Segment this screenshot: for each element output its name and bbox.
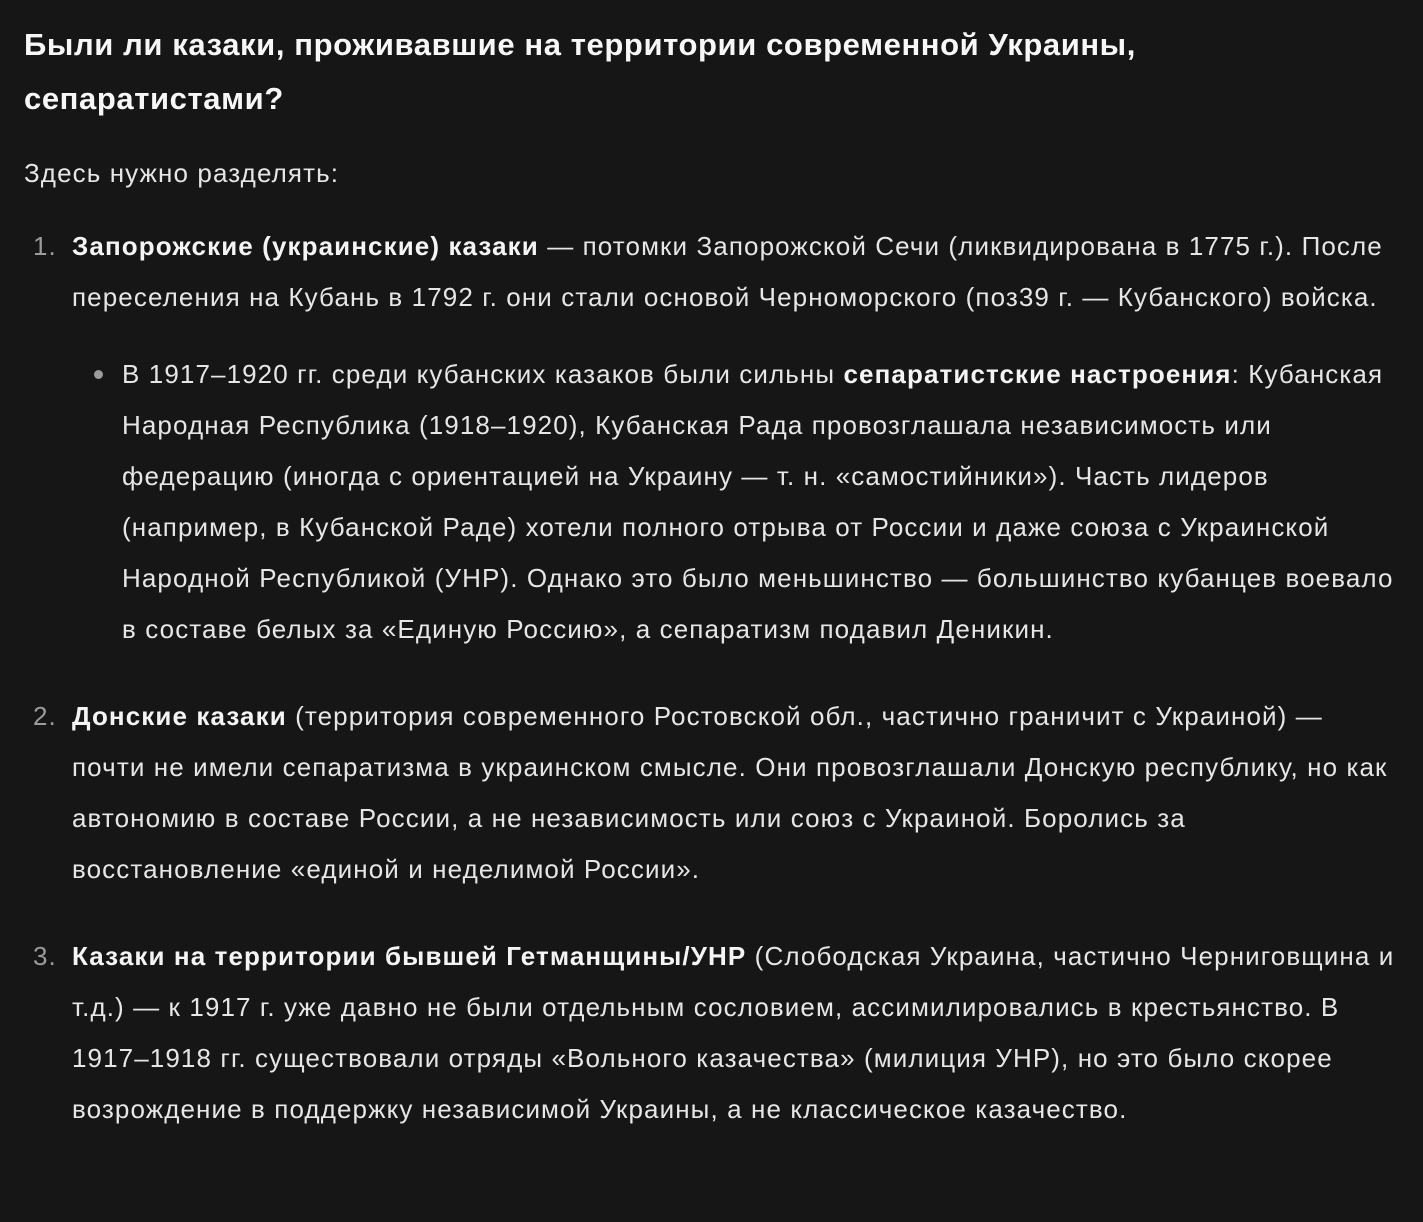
answer-ordered-list [24, 221, 1395, 1135]
list-item-number: 2. [33, 701, 57, 731]
sub-item-text-pre: В 1917–1920 гг. среди кубанских казаков были сильны [122, 359, 844, 389]
list-item-zaporozhian [24, 221, 1395, 655]
sub-item-text-post: : Кубанская Народная Республика (1918–1920), Кубанская Рада провозглашала независимость или федерацию (иногда с ориентацией на Украину — т. н. «самостийники»). Часть лидеров (например, в Кубанской Раде) хотели полного отрыва от России и даже союза с Украинской Народной Республикой (УНР). Однако это было меньшинство — большинство кубанцев воевало в составе белых за «Единую Россию», а сепаратизм подавил Деникин. [122, 359, 1394, 644]
list-item-lead-bold: Казаки на территории бывшей Гетманщины/УНР [72, 941, 747, 971]
list-item-lead-rest: (Слободская Украина, частично Черниговщина и т.д.) — к 1917 г. уже давно не были отдельным сословием, ассимилировались в крестьянство. В 1917–1918 гг. существовали отряды «Вольного казачества» (милиция УНР), но это было скорее возрождение в поддержку независимой Украины, а не классическое казачество. [72, 941, 1395, 1124]
sub-item-text [122, 349, 1395, 655]
intro-paragraph: Здесь нужно разделять: [24, 158, 340, 188]
list-item-text [72, 931, 1395, 1135]
list-item-number: 1. [33, 231, 57, 261]
question-heading: Были ли казаки, проживавшие на территории современной Украины, сепаратистами? [24, 27, 1136, 116]
list-item-lead-bold: Запорожские (украинские) казаки [72, 231, 539, 261]
list-item-hetmanate [24, 931, 1395, 1135]
sub-list-item [92, 349, 1395, 655]
list-item-text [72, 691, 1395, 895]
list-item-lead-bold: Донские казаки [72, 701, 287, 731]
list-item-lead-rest: — потомки Запорожской Сечи (ликвидирована в 1775 г.). После переселения на Кубань в 1792 г. они стали основой Черноморского (поз39 г. — Кубанского) войска. [72, 231, 1383, 312]
list-item-lead-rest: (территория современного Ростовской обл., частично граничит с Украиной) — почти не имели сепаратизма в украинском смысле. Они провозглашали Донскую республику, но как автономию в составе России, а не независимость или союз с Украиной. Боролись за восстановление «единой и неделимой России». [72, 701, 1388, 884]
list-item-don [24, 691, 1395, 895]
bullet-dot-icon [92, 349, 122, 655]
sub-bullet-list [72, 349, 1395, 655]
list-item-number: 3. [33, 941, 57, 971]
sub-item-text-bold: сепаратистские настроения [843, 359, 1232, 389]
list-item-text [72, 221, 1395, 655]
